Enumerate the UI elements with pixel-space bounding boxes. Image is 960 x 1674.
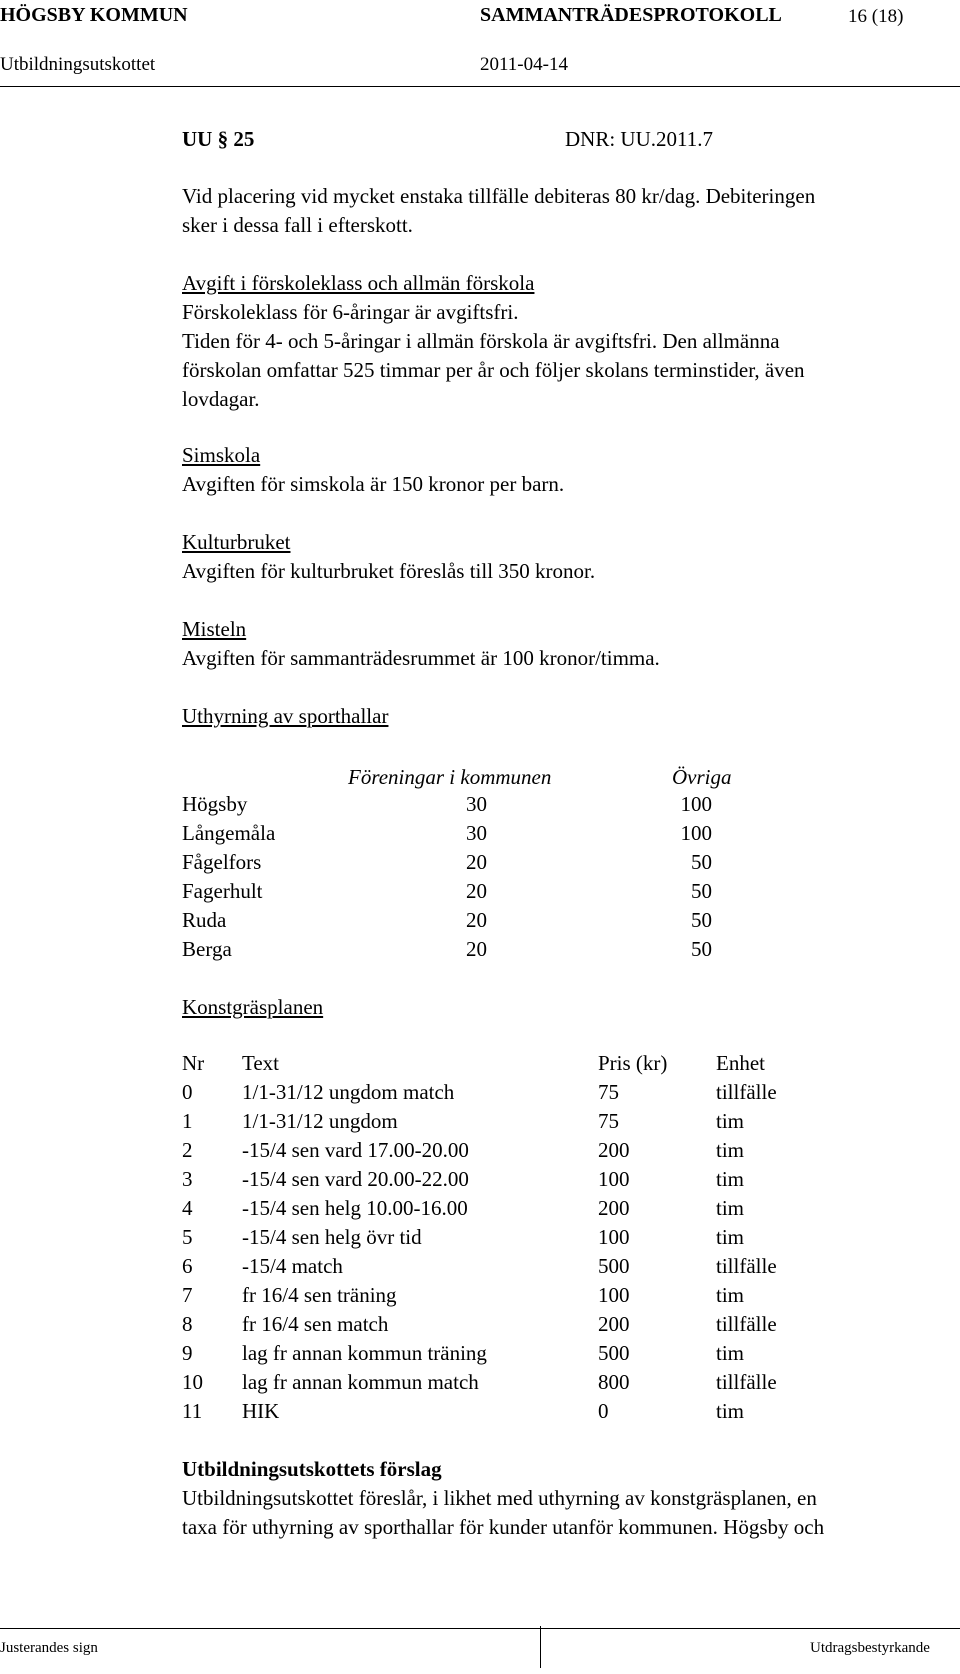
konstgras-row-text: -15/4 sen helg 10.00-16.00 — [242, 1196, 468, 1220]
footer-divider — [540, 1626, 541, 1668]
case-dnr: DNR: UU.2011.7 — [565, 127, 713, 151]
forskola-line: lovdagar. — [182, 387, 260, 411]
simskola-text: Avgiften för simskola är 150 kronor per barn. — [182, 472, 565, 496]
konstgras-row-pris: 100 — [598, 1225, 630, 1249]
konstgras-row-text: lag fr annan kommun match — [242, 1370, 479, 1394]
konstgras-row-pris: 500 — [598, 1254, 630, 1278]
konstgras-row-pris: 100 — [598, 1283, 630, 1307]
konstgras-row-nr: 8 — [182, 1312, 193, 1336]
intro-line: sker i dessa fall i efterskott. — [182, 213, 413, 237]
konstgras-row-nr: 4 — [182, 1196, 193, 1220]
forskola-heading: Avgift i förskoleklass och allmän förskola — [182, 271, 535, 295]
col-header-pris: Pris (kr) — [598, 1051, 668, 1075]
konstgras-row-text: HIK — [242, 1399, 280, 1423]
misteln-text: Avgiften för sammanträdesrummet är 100 kronor/timma. — [182, 646, 660, 670]
konstgras-row-enhet: tim — [716, 1167, 745, 1191]
konstgras-row-pris: 500 — [598, 1341, 630, 1365]
sporthall-name: Ruda — [182, 908, 227, 932]
sporthall-name: Högsby — [182, 792, 248, 816]
konstgras-row-nr: 5 — [182, 1225, 193, 1249]
konstgras-row-enhet: tim — [716, 1225, 745, 1249]
simskola-heading: Simskola — [182, 443, 261, 467]
document-type: SAMMANTRÄDESPROTOKOLL — [480, 4, 782, 26]
forslag-section — [182, 1455, 952, 1542]
sporthall-ovriga-price: 50 — [691, 908, 712, 932]
sporthall-foreningar-price: 30 — [466, 792, 487, 816]
sporthall-foreningar-price: 20 — [466, 879, 487, 903]
page-number: 16 (18) — [848, 6, 904, 27]
konstgras-row-pris: 100 — [598, 1167, 630, 1191]
col-header-foreningar: Föreningar i kommunen — [348, 765, 552, 789]
konstgras-row-pris: 200 — [598, 1138, 630, 1162]
konstgras-row-nr: 7 — [182, 1283, 193, 1307]
konstgras-row-nr: 11 — [182, 1399, 203, 1423]
committee-name: Utbildningsutskottet — [0, 54, 156, 75]
meeting-date: 2011-04-14 — [480, 54, 568, 75]
footer-utdragsbestyrkande: Utdragsbestyrkande — [810, 1640, 930, 1656]
konstgras-row-text: 1/1-31/12 ungdom match — [242, 1080, 455, 1104]
sporthall-ovriga-price: 100 — [680, 792, 712, 816]
konstgras-row-enhet: tillfälle — [716, 1370, 777, 1394]
konstgras-row-text: fr 16/4 sen match — [242, 1312, 389, 1336]
forslag-heading: Utbildningsutskottets förslag — [182, 1457, 442, 1481]
konstgras-row-enhet: tim — [716, 1138, 745, 1162]
forslag-line: taxa för uthyrning av sporthallar för kunder utanför kommunen. Högsby och — [182, 1515, 825, 1539]
footer-rule — [0, 1628, 960, 1629]
konstgras-row-pris: 200 — [598, 1312, 630, 1336]
konstgras-row-nr: 9 — [182, 1341, 193, 1365]
konstgras-row-text: lag fr annan kommun träning — [242, 1341, 487, 1365]
konstgras-row-nr: 6 — [182, 1254, 193, 1278]
forskola-line: Tiden för 4- och 5-åringar i allmän förskola är avgiftsfri. Den allmänna — [182, 329, 780, 353]
sporthall-foreningar-price: 30 — [466, 821, 487, 845]
case-paragraph: UU § 25 — [182, 127, 255, 151]
sporthall-foreningar-price: 20 — [466, 850, 487, 874]
intro-line: Vid placering vid mycket enstaka tillfälle debiteras 80 kr/dag. Debiteringen — [182, 184, 816, 208]
header-rule — [0, 86, 960, 87]
konstgras-row-enhet: tim — [716, 1109, 745, 1133]
konstgras-row-enhet: tim — [716, 1399, 745, 1423]
konstgras-row-nr: 0 — [182, 1080, 193, 1104]
sporthall-foreningar-price: 20 — [466, 937, 487, 961]
municipality-name: HÖGSBY KOMMUN — [0, 4, 188, 26]
intro-paragraph — [182, 182, 952, 240]
sporthallar-heading: Uthyrning av sporthallar — [182, 704, 389, 728]
konstgras-row-enhet: tillfälle — [716, 1254, 777, 1278]
konstgras-row-nr: 2 — [182, 1138, 193, 1162]
sporthall-ovriga-price: 50 — [691, 850, 712, 874]
misteln-heading: Misteln — [182, 617, 247, 641]
misteln-section — [182, 615, 952, 673]
konstgras-heading: Konstgräsplanen — [182, 995, 324, 1019]
footer-justerandes-sign: Justerandes sign — [0, 1640, 98, 1656]
sporthall-name: Fagerhult — [182, 879, 263, 903]
konstgras-row-pris: 75 — [598, 1080, 619, 1104]
sporthall-ovriga-price: 50 — [691, 879, 712, 903]
sporthall-foreningar-price: 20 — [466, 908, 487, 932]
simskola-section — [182, 441, 952, 499]
konstgras-row-enhet: tim — [716, 1196, 745, 1220]
konstgras-row-pris: 0 — [598, 1399, 609, 1423]
konstgras-row-nr: 10 — [182, 1370, 203, 1394]
konstgras-row-nr: 3 — [182, 1167, 193, 1191]
sporthall-name: Fågelfors — [182, 850, 262, 874]
kulturbruket-section — [182, 528, 952, 586]
konstgras-row-text: -15/4 sen helg övr tid — [242, 1225, 422, 1249]
konstgras-row-text: 1/1-31/12 ungdom — [242, 1109, 398, 1133]
konstgras-row-text: fr 16/4 sen träning — [242, 1283, 397, 1307]
konstgras-row-nr: 1 — [182, 1109, 193, 1133]
konstgras-row-pris: 800 — [598, 1370, 630, 1394]
konstgras-row-pris: 75 — [598, 1109, 619, 1133]
forskola-line: förskolan omfattar 525 timmar per år och följer skolans terminstider, även — [182, 358, 805, 382]
col-header-text: Text — [242, 1051, 280, 1075]
konstgras-row-enhet: tillfälle — [716, 1080, 777, 1104]
konstgras-row-enhet: tillfälle — [716, 1312, 777, 1336]
konstgras-row-enhet: tim — [716, 1283, 745, 1307]
konstgras-row-enhet: tim — [716, 1341, 745, 1365]
col-header-enhet: Enhet — [716, 1051, 765, 1075]
kulturbruket-heading: Kulturbruket — [182, 530, 291, 554]
col-header-ovriga: Övriga — [672, 765, 732, 789]
konstgras-row-pris: 200 — [598, 1196, 630, 1220]
konstgras-row-text: -15/4 match — [242, 1254, 343, 1278]
kulturbruket-text: Avgiften för kulturbruket föreslås till 350 kronor. — [182, 559, 596, 583]
sporthall-ovriga-price: 100 — [680, 821, 712, 845]
forskola-section — [182, 269, 952, 414]
konstgras-row-text: -15/4 sen vard 17.00-20.00 — [242, 1138, 469, 1162]
col-header-nr: Nr — [182, 1051, 205, 1075]
sporthall-name: Långemåla — [182, 821, 276, 845]
konstgras-row-text: -15/4 sen vard 20.00-22.00 — [242, 1167, 469, 1191]
sporthall-name: Berga — [182, 937, 232, 961]
forskola-line: Förskoleklass för 6-åringar är avgiftsfri. — [182, 300, 519, 324]
forslag-line: Utbildningsutskottet föreslår, i likhet med uthyrning av konstgräsplanen, en — [182, 1486, 817, 1510]
sporthall-ovriga-price: 50 — [691, 937, 712, 961]
